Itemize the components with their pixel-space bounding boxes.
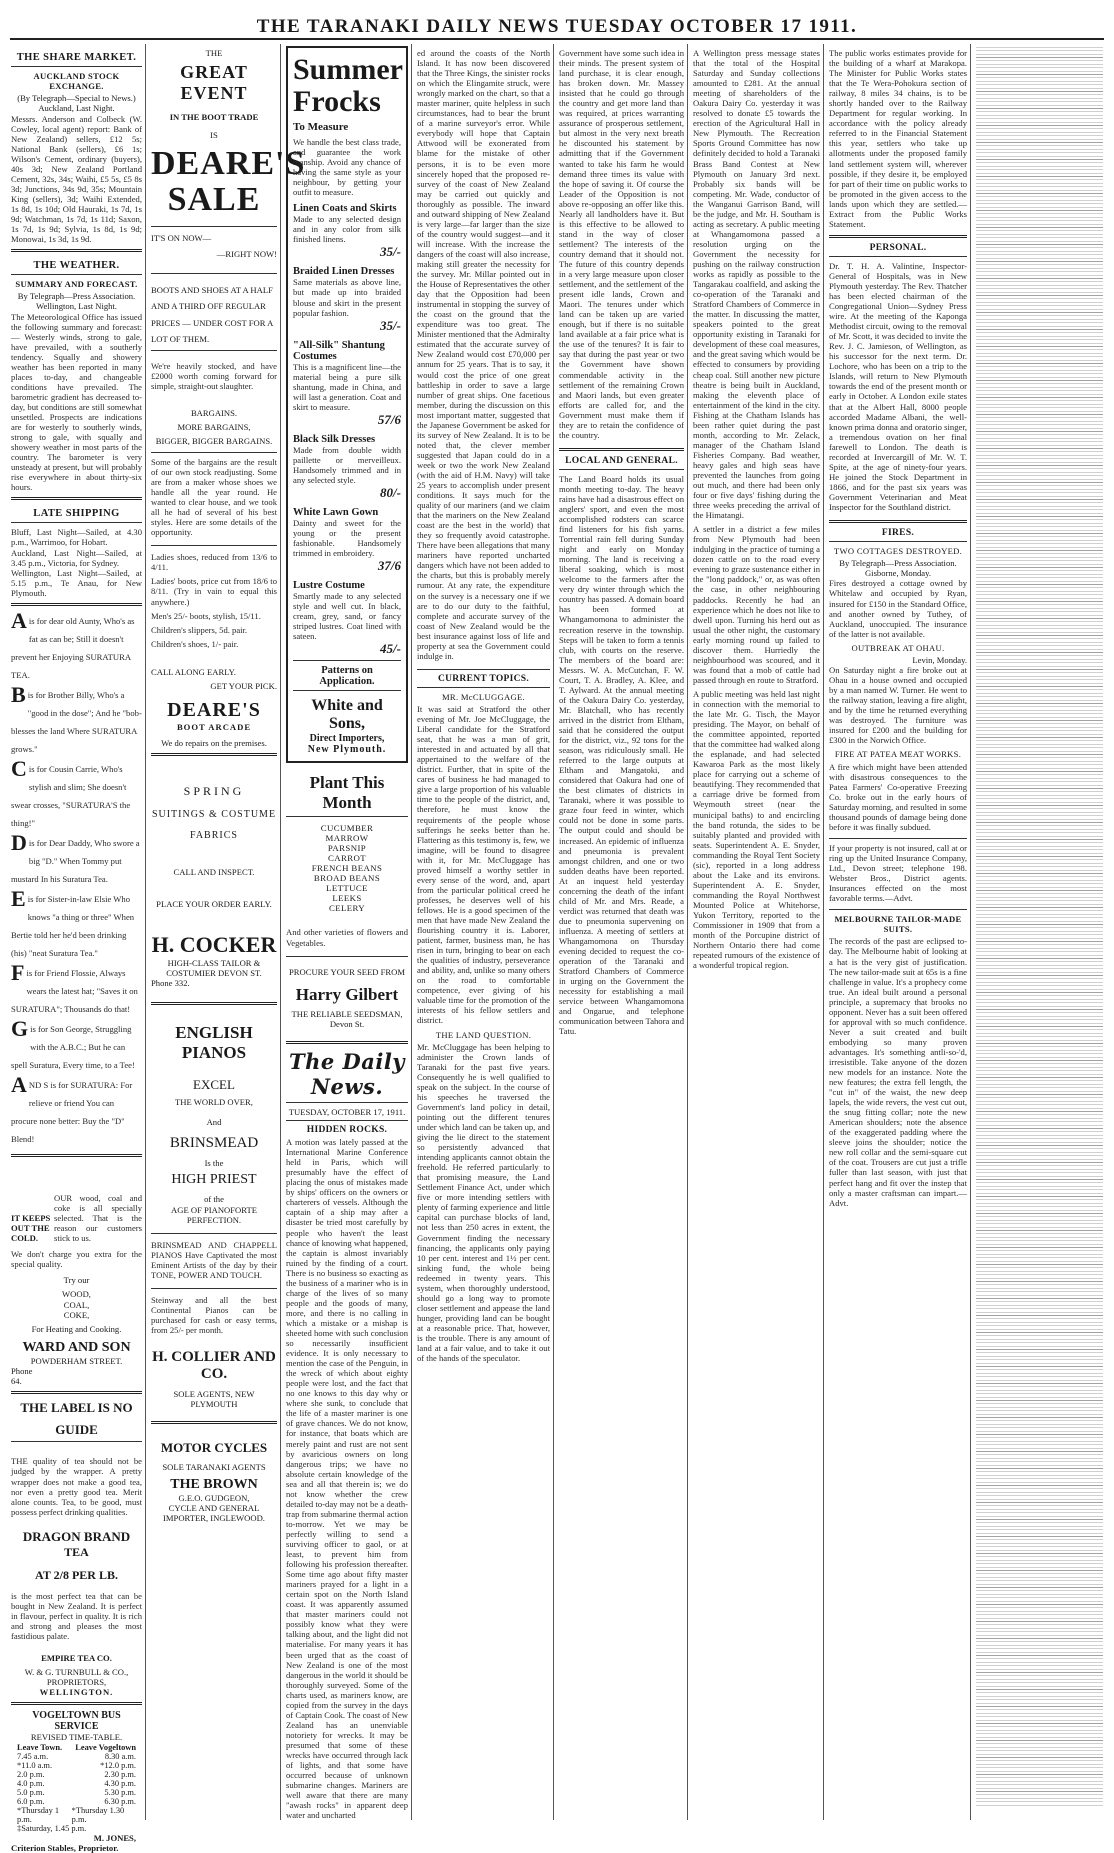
- plant-item: CUCUMBER: [320, 823, 374, 834]
- alphabet-item: [11, 681, 142, 757]
- timetable-row: [11, 1779, 142, 1788]
- tea-city: WELLINGTON.: [39, 1687, 114, 1698]
- ward-item: COKE,: [63, 1309, 90, 1320]
- procure: PROCURE YOUR SEED FROM: [289, 966, 405, 977]
- tea-head1: THE LABEL IS NO: [20, 1400, 133, 1416]
- suitings: SUITINGS & COSTUME: [151, 809, 277, 821]
- daily-news-title: The Daily News.: [288, 1048, 406, 1099]
- plant-item: BROAD BEANS: [313, 873, 381, 884]
- gilbert-title: Harry Gilbert: [295, 984, 399, 1004]
- newspaper-title: THE TARANAKI DAILY NEWS TUESDAY OCTOBER 17 1911.: [256, 16, 858, 37]
- timetable-cell: 6.0 p.m.: [17, 1796, 45, 1806]
- deares-title: DEARE'S: [151, 145, 306, 183]
- share-market-heading: THE SHARE MARKET.: [16, 52, 137, 63]
- product-name: Braided Linen Dresses: [293, 266, 395, 278]
- topics-sub: MR. McCLUGGAGE.: [441, 691, 526, 702]
- world-over: THE WORLD OVER,: [175, 1096, 253, 1107]
- cocker-phone: Phone 332.: [151, 977, 190, 988]
- divider: [151, 1002, 277, 1005]
- timetable-cell: *Thursday 1 p.m.: [17, 1805, 60, 1824]
- product-item: [293, 203, 401, 260]
- divider: [417, 687, 550, 688]
- timetable-cell: 4.30 p.m.: [104, 1778, 136, 1788]
- timetable-cell: 2.30 p.m.: [104, 1769, 136, 1779]
- divider: [151, 452, 277, 453]
- land-continued: Government have some such idea in their minds. The present system of land purchase, it is clear enough, has broken down. Mr. Massey insisted that he could go through the country and get more land than was required, at prices warranting assurance of prosperous settlement, but almost in the very next breath he discounted his statement by admitting that if the Government wanted to take his farm he would demand three times its value with the hope of saving it. Of course the Leader of the Opposition is not above re-opposing an offer like this. Nearly all landholders have it. But is this effective to be allowed to stand in the way of closer settlement? The interests of the country demand that it should not. The future of this country depends in a very large measure upon closer settlement, and the settlement of the present idle lands, Crown and Maori. The tenures under which land can be taken up are varied enough, but if there is no suitable land available at a fair price what is the use of the tenures? It is fair to say that during the past year or two the Government have shown commendable activity in the settlement of the remaining Crown and Maori lands, but even greater efforts are called for, and the Government must make them if they are to retain the confidence of the country.: [559, 48, 684, 440]
- column-8: [973, 44, 1106, 1820]
- divider: [151, 273, 277, 274]
- divider: [151, 1233, 277, 1234]
- product-item: [293, 580, 401, 657]
- column-2: [148, 44, 306, 1820]
- share-market-text: Messrs. Anderson and Colbeck (W. Cowley, local agent) report: Bank of New Zealand) sellers, £12 5s; National Bank (sellers), £6 1s; Wilson's Cement, ordinary (buyers), 40s 3d; New Zealand Portland Cement, 32s, 34s; Waihi, £5 5s, £5 8s 3d; Junctions, 34s 9d, 35s; Mountain King (sellers), 3d; Waihi Extended, 1s 8d, 1s 10d; Old Hauraki, 1s 7d, 1s 9d; Watchman, 1s 7d, 1s 11d; Saxon, 1s 7d, 1s 9d; Sylvia, 1s 8d, 1s 9d; Monowai, 1s 3d, 1s 9d.: [11, 113, 142, 245]
- alphabet-item: [11, 959, 142, 1017]
- repairs: We do repairs on the premises.: [161, 738, 267, 749]
- summer-title: Summer: [293, 53, 403, 86]
- column-1: [8, 44, 145, 1853]
- get-pick: GET YOUR PICK.: [210, 680, 277, 691]
- divider: [11, 1391, 142, 1394]
- divider: [829, 541, 967, 542]
- land-text: Mr. McCluggage has been helping to administer the Crown lands of Taranaki for the past five years. Consequently he is well qualified to speak on the subject. In the course of his speeches he traversed the Government's land policy in detail, pointing out the different tenures under which land can be taken up, and giving the lie direct to the statement so persistently advanced that intending applicants cannot obtain the freehold. He referred particularly to that promising measure, the Land Settlement Finance Act, under which five or more intending settlers with plenty of farming experience and little capital can purchase blocks of land, not less than 250 acres in extent, the Government finding the necessary financing, the applicants only paying 10 per cent. interest and 1½ per cent. sinking fund, the whole being redeemed in twenty years. This system, when thoroughly understood, should go a long way to promote closer settlement and appease the land hunger, providing land can be bought at a reasonable price. That, however, is the trouble. There is any amount of land at a fair value, and to take it out of the hands of the speculator.: [417, 1041, 550, 1364]
- column-rule: [280, 44, 281, 1820]
- bargains: BARGAINS.: [190, 407, 238, 418]
- divider: [286, 816, 408, 817]
- age: AGE OF PIANOFORTE PERFECTION.: [171, 1204, 257, 1225]
- tea-co: EMPIRE TEA CO.: [41, 1652, 112, 1663]
- drop-letter: C: [11, 755, 27, 781]
- pianos-title: ENGLISH PIANOS: [175, 1022, 253, 1062]
- local-general-heading: LOCAL AND GENERAL.: [565, 455, 678, 466]
- timetable-col-label: Leave Town.: [17, 1742, 63, 1752]
- call-early: CALL ALONG EARLY.: [151, 666, 236, 677]
- local-general-text: The Land Board holds its usual month meeting to-day. The heavy rains have had a disastrous effect on anglers' sport, and even the most accomplished rodsters can scarce find listeners for his fish yarns. Torrential rain fell during Sunday night and early on Monday morning. The land is receiving a liberal soaking, which is most welcome to the farmers after the very dry winter through which the country has passed. A domain board has been formed at Whangamomona to administer the recreation reserve in the township. Steps will be taken to form a tennis club, with courts on the reserve. The members of the board are: Messrs. W. A. McCutchan, F. W. Court, T. A. Bradley, A. Klee, and T. Aylward. At the annual meeting of the Oakura Dairy Co. yesterday, Mr. Blatchall, who has recently arrived in the district from Eltham, said that he considered the output for the district, viz., 92 tons for the season, was ridiculously small. He referred to the large outputs at Eltham and Mangatoki, and considered that Oakura had one of the best climates of districts in Taranaki, where it was possible to graze four feed in winter, which could not be done in some parts. The output could and should be increased. An epidemic of influenza and pneumonia is prevalent amongst children, and one or two sudden deaths have been reported. At an inquest held yesterday concerning the death of the infant child of Mr. and Mrs. Reade, a verdict was returned that death was due to pneumonia supervening on influenza. A meeting of settlers at Whangamomona on Thursday evening decided to request the co-operation of the Taranaki and Stratford Chambers of Commerce in urging on the Government the necessity for establishing a mail service between Whangamomona and Ongarue, and telephone communication between Tahora and Tatu.: [559, 473, 684, 1037]
- divider: [829, 235, 967, 238]
- spring: SPRING: [183, 784, 245, 799]
- plant-ad: [286, 773, 408, 1029]
- column-rule: [145, 44, 146, 1820]
- column-rule: [553, 44, 554, 1820]
- divider: [559, 448, 684, 451]
- product-price: 35/-: [380, 317, 401, 333]
- product-name: Linen Coats and Skirts: [293, 203, 397, 215]
- alphabet-item: [11, 1071, 142, 1147]
- local-continued-2: A settler in a district a few miles from New Plymouth had been indulging in the practice of turning a dozen cattle on to the road every evening to graze sustenance either in the "long paddock," or, as was often the case, in other neighbouring paddocks. Recently he had an experience which he does not like to dwell upon. Turning his herd out as usual the other night, the customary early morning round up failed to discover them. Hurriedly the neighbourhood was scoured, and it was found that a mob of cattle had passed through en route to Stratford.: [693, 524, 820, 685]
- timetable-row: [11, 1761, 142, 1770]
- timetable-cell: *12.0 p.m.: [100, 1760, 136, 1770]
- editorial-heading: HIDDEN ROCKS.: [306, 1125, 388, 1136]
- drop-letter: F: [11, 959, 25, 985]
- tea-brand2: TEA: [64, 1544, 89, 1559]
- steinway-text: Steinway and all the best Continental Pianos can be purchased for cash or easy terms, from 25/- per month.: [151, 1295, 277, 1336]
- personal-heading: PERSONAL.: [869, 242, 927, 253]
- shipping-row: Wellington, Last Night—Sailed, at 5.15 p.m., Te Anau, for New Plymouth.: [11, 567, 142, 598]
- tea-text: THE quality of tea should not be judged by the wrapper. A pretty wrapper does not make a good tea, nor even a pretty good tea. Merit alone counts. Tea, to be good, must possess perfect drinking qualities.: [11, 1456, 142, 1517]
- alphabet-item: [11, 1015, 142, 1073]
- drop-letter: A: [11, 607, 27, 633]
- deare-item: Ladies shoes, reduced from 13/6 to 4/11.: [151, 552, 277, 573]
- divider: [293, 660, 401, 661]
- timetable-cell: 5.0 p.m.: [17, 1787, 45, 1797]
- divider: [11, 66, 142, 67]
- white-sons: White and Sons,: [311, 697, 383, 733]
- fires-heading: FIRES.: [881, 528, 915, 539]
- local-continued: A Wellington press message states that the total of the Hospital Saturday and Sunday collections amounted to £281. At the annual meeting of shareholders of the Oakura Dairy Co. yesterday it was resolved to donate £5 towards the erection of the Agricultural Hall in New Plymouth. The Recreation Sports Ground Committee has now definitely decided to hold a Taranaki Brass Band Contest at New Plymouth on January 3rd next. Probably six bands will be competing. Mr. Wade, conductor of the Wanganui Garrison Band, will be the judge, and Mr. H. Southam is acting as secretary. A public meeting at Whangamomona passed a resolution urging on the Government the necessity for pushing on the railway construction works as rapidly as possible to the Tangarakau coalfield, and asking the co-operation of the Taranaki and Stratford Chambers of Commerce in the matter. In discussing the matter, speakers pointed to the great opportunity existing in Taranaki for development of these coal measures, and the great saving which would be effected to consumers by providing cheap coal. Still another new picture theatre is being built in Auckland, making the eleventh place of entertainment of the kind in the city. Fishing at the Chatham Islands has been rather quiet during the past month, according to Mr. Zelack, manager of the Chatham Island Fisheries Company. Bad weather, heavy gales and high seas have prevented the launches from going out much, and there had been only four or five days' fishing during the three weeks preceding the arrival of the Himatangi.: [693, 48, 820, 521]
- masthead: [0, 0, 1114, 42]
- alphabet-item: [11, 755, 142, 831]
- works-text: The public works estimates provide for the building of a wharf at Marakopa. The Minister for Public Works states that the Te Wera-Pohokura section of railway, 8 miles 34 chains, is to be shortly handed over to the Railway Department for regular working. In accordance with the policy already referred to in the Financial Statement this year, settlers who take up allotments under the proposed family land settlement system will, wherever possible, if they desire it, be employed for part of their time on public works to be promoted in the given access to the lands upon which they are settled.—Extract from the Public Works Statement.: [829, 48, 967, 229]
- on-now: IT'S ON NOW—: [151, 232, 212, 243]
- patterns: Patterns on Application.: [319, 665, 375, 688]
- high-priest: HIGH PRIEST: [171, 1172, 257, 1188]
- plant-list: [286, 823, 408, 913]
- editorial-text: A motion was lately passed at the International Marine Conference held in Paris, which will presumably have the effect of placing the onus of mistakes made by ships' officers on the owners or charterers of vessels. Although the captain of a ship may after a disaster be tried most carefully by people who haven't the least chance of knowing what happened, the captain is almost invariably ruined by the finding of a court. There is no business so exacting as the business of a mariner who is in charge of the lives of so many people and the goods of many, more, and there is no calling in which a mistake or a mishap is sheeted home with such conclusion so necessarily insufficient evidence. It is only necessary to mention the case of the Penguin, in the wreck of which about eighty people were lost, and the fact that no one knows to this day why or where she sunk, to conclude that the life of a master mariner is one of grave chances. We do not know, for instance, that boats which are merely paint and rust are not sent by avaricious owners on long dangerous trips; we have no absolute certain knowledge of the sea and all that therein is; we do not know whether the crew detailed to-day may not be a death-trap from submarine thermal action to-morrow. Yet we may be perfectly willing to send a surviving officer to gaol, or at least, to prevent him from following his profession thereafter. Some time ago about fifty master mariners prayed for a light in a certain spot on the North Island coast. It was apparently assumed that master mariners could not possibly know what they were talking about, and the light did not materialise. For many years it has been urged that as the coast of New Zealand is one of the most dangerous in the world it should be thoroughly surveyed. Some of the charts used, as mariners know, are copied from the survey in the days of Captain Cook. The coast of New Zealand has an unenviable notoriety for wrecks. It may be presumed that some of these wrecks have occurred through lack of lights, and that some have occurred because of unknown submarine changes. Mariners are well aware that there are many "awash rocks" in apparent deep water and uncharted: [286, 1137, 408, 1821]
- summer-frocks-ad: [286, 46, 408, 763]
- suits-text: The records of the past are eclipsed to-day. The Melbourne habit of looking at a hat is the very gist of justification. The new tailor-made suit at 65s is a fine challenge in value. It's a prophecy come true. An ideal built around a personal principle, a supremacy that brooks no opponent. Never has a suit been offered for approval with so much confidence. Never a suit created and built embodying so many proven advantages. It's something antli-so-'d, irresistible. Take anyone of the dozen new models for an instance. Note the new features; the extra fell length, the "cut in" of the waist, the new deep lapels, the wide revers, the vest cut out, the snug fitting collar; note the new American shoulders; note the absence of the exaggerated padding where the sleeve joins the shoulder; notice the new roll collar and the semi-square cut of the coat. Trousers are cut just a trifle fuller than last season, with just that perfect hang and fit over the instep that only a master craftsman can impart.—Advt.: [829, 936, 967, 1208]
- suits-heading: MELBOURNE TAILOR-MADE SUITS.: [834, 914, 962, 935]
- divider: [286, 956, 408, 957]
- shipping-row: Bluff, Last Night—Sailed, at 4.30 p.m., Warrimoo, for Hobart.: [11, 527, 142, 548]
- divider: [286, 1041, 408, 1044]
- collier-title: H. COLLIER AND CO.: [152, 1349, 276, 1383]
- product-desc: Smartly made to any selected style and well cut. In black, cream, grey, sand, or fancy striped lustres. Coat lined with sateen.: [293, 591, 401, 642]
- divider: [11, 1154, 142, 1157]
- plant-note: And other varieties of flowers and Vegetables.: [286, 927, 408, 948]
- column-7: [826, 44, 970, 1820]
- divider: [417, 669, 550, 670]
- deares-title-2: DEARE'S: [167, 698, 261, 721]
- to-measure: To Measure: [293, 121, 349, 133]
- importers: Direct Importers,: [309, 733, 385, 745]
- deare-item: Men's 25/- boots, stylish, 15/11.: [151, 610, 261, 621]
- timetable-cell: 2.0 p.m.: [17, 1769, 45, 1779]
- bus-stable: Criterion Stables, Proprietor.: [11, 1842, 119, 1853]
- product-price: 57/6: [377, 411, 401, 427]
- seedsman: THE RELIABLE SEEDSMAN, Devon St.: [291, 1008, 403, 1029]
- column-rule: [411, 44, 412, 1820]
- drop-letter: E: [11, 885, 26, 911]
- column-rule: [823, 44, 824, 1820]
- ward-try: Try our: [63, 1275, 90, 1286]
- boots-offer: BOOTS AND SHOES AT A HALF AND A THIRD OFF REGULAR PRICES — UNDER COST FOR A LOT OF THEM.: [151, 285, 273, 345]
- product-item: [293, 507, 401, 574]
- patea-heading: FIRE AT PATEA MEAT WORKS.: [834, 749, 962, 760]
- divider: [11, 1441, 142, 1442]
- deare-text1: We're heavily stocked, and have £2000 worth coming forward for simple, straight-out slaughter.: [151, 361, 277, 392]
- timetable-cell: 6.30 p.m.: [104, 1796, 136, 1806]
- product-price: 37/6: [377, 558, 401, 574]
- tea-text2: is the most perfect tea that can be bought in New Zealand. It is perfect in flavour, perfect in quality. It is rich and strong and pleases the most fastidious palate.: [11, 1590, 142, 1641]
- excel: EXCEL: [193, 1076, 235, 1092]
- divider: [151, 226, 277, 227]
- gudgeon: G.E.O. GUDGEON,: [178, 1492, 250, 1503]
- masthead-rule: [10, 38, 1104, 40]
- drop-letter: A: [11, 1071, 27, 1097]
- ward-item: COAL,: [63, 1299, 90, 1310]
- plant-title: Plant This Month: [309, 773, 385, 813]
- timetable-cell: 4.0 p.m.: [17, 1778, 45, 1788]
- alphabet-item: [11, 885, 142, 961]
- ward-and-son-ad: [11, 1193, 142, 1387]
- alphabet-text: is for Brother Billy, Who's a "good in the dose"; And he "bob-blesses the land Where SURATURA grows.": [11, 689, 142, 754]
- timetable-cell: 5.30 p.m.: [104, 1787, 136, 1797]
- shipping-row: Auckland, Last Night—Sailed, at 3.45 p.m., Victoria, for Sydney.: [11, 547, 142, 568]
- divider: [829, 838, 967, 839]
- ohau-heading: OUTBREAK AT OHAU.: [851, 642, 945, 653]
- bus-head: VOGELTOWN BUS SERVICE: [32, 1710, 121, 1733]
- patea-text: A fire which might have been attended with disastrous consequences to the Patea Farmers' Co-operative Freezing Co. broke out in the early hours of Saturday morning, and resulted in some thousand pounds of damage being done before it was finally subdued.: [829, 761, 967, 832]
- timetable-row: [11, 1770, 142, 1779]
- timetable-cell: 8.30 a.m.: [104, 1751, 136, 1761]
- plant-item: MARROW: [325, 833, 369, 844]
- fires-byline: By Telegraph—Press Association. Gisborne, Monday.: [839, 558, 957, 579]
- weather-heading: THE WEATHER.: [33, 260, 120, 272]
- deare-is: IS: [210, 130, 218, 141]
- plant-item: LETTUCE: [326, 883, 368, 894]
- product-item: [293, 340, 401, 428]
- divider: [151, 753, 277, 756]
- product-price: 35/-: [380, 244, 401, 260]
- alphabet-item: [11, 829, 142, 887]
- bus-prop: M. JONES,: [93, 1832, 136, 1843]
- product-desc: Same materials as above line, but made up into braided blouse and skirt in the present popular fashion.: [293, 277, 401, 318]
- plant-item: FRENCH BEANS: [311, 863, 383, 874]
- product-name: White Lawn Gown: [293, 507, 379, 519]
- drop-letter: D: [11, 829, 27, 855]
- timetable-cell: *Thursday 1.30 p.m.: [71, 1805, 125, 1824]
- column-6: [690, 44, 823, 1820]
- plant-item: PARSNIP: [327, 843, 367, 854]
- ward-name: WARD AND SON: [22, 1339, 131, 1355]
- ward-phone: Phone 64.: [11, 1366, 33, 1387]
- divider: [11, 1702, 142, 1705]
- call-inspect: CALL AND INSPECT.: [173, 867, 255, 878]
- column-5: [556, 44, 687, 1820]
- in-boot-trade: IN THE BOOT TRADE: [169, 112, 259, 123]
- product-desc: Dainty and sweet for the young or the present fashionable. Handsomely trimmed in embroidery.: [293, 518, 401, 559]
- brinsmead-text: BRINSMEAD AND CHAPPELL PIANOS Have Captivated the most Eminent Artists of the day by their TONE, POWER AND TOUCH.: [151, 1239, 277, 1280]
- product-price: 80/-: [380, 485, 401, 501]
- motor-sub: SOLE TARANAKI AGENTS: [162, 1462, 266, 1473]
- timetable-header: [11, 1743, 142, 1752]
- plant-item: CARROT: [327, 853, 367, 864]
- ohau-byline: Levin, Monday.: [912, 654, 967, 665]
- alphabet-text: is for Sister-in-law Elsie Who knows "a thing or three" When Bertie told her he'd been drinking (his) "neat Suratura Tea.": [11, 893, 135, 958]
- column-3: [283, 44, 411, 1820]
- divider: [286, 1120, 408, 1121]
- topics-text: It was said at Stratford the other evening of Mr. Joe McCluggage, the Liberal candidate for the Stratford seat, that he was a man of grit, interested in and actuated by all that appertained to the welfare of the district. Further, that in spite of the cares of business he had managed to give a large proportion of his valuable time to the people of the district, and, therefore, he must know the requirements of the people whose sufferings he seeks better than he. Flattering as this testimony is, few, we imagine, will be found to disagree with it, for Mr. McCluggage has proved himself a worthy settler in every sense of the word, and, apart from the particular political creed he professes, he deserves well of his fellows. He is a good specimen of the men that have made New Zealand the flourishing country it is. Laborer, patient, farmer, business man, he has risen in turn, bringing to bear on each the qualities of industry, perseverance and ability, and, unlike so many others on the road to comfortable competence, ever giving of his valuable time for the promotion of the interests of his fellow settlers and district.: [417, 704, 550, 1026]
- suratura-alphabet-ad: [11, 607, 142, 1149]
- ohau-text: On Saturday night a fire broke out at Ohau in a house owned and occupied by a man named W. Turner. He went to the railway station, leaving a fire alight, and by the time he returned everything was destroyed. The furniture was insured for £200 and the building for £300 in the Norwich Office.: [829, 665, 967, 746]
- timetable-cell: ‡Saturday, 1.45 p.m.: [17, 1823, 87, 1833]
- cycle-importer: CYCLE AND GENERAL IMPORTER, INGLEWOOD.: [163, 1502, 265, 1523]
- divider: [829, 909, 967, 910]
- timetable-cell: 7.45 a.m.: [17, 1751, 49, 1761]
- alphabet-text: is for Friend Flossie, Always wears the latest hat; "Saves it on SURATURA"; Thousands do that!: [11, 967, 138, 1014]
- cocker-title: H. COCKER: [151, 931, 277, 957]
- is-the: Is the: [204, 1158, 224, 1169]
- divider: [151, 1421, 277, 1424]
- more-bargains: MORE BARGAINS,: [177, 421, 251, 432]
- divider: [11, 522, 142, 523]
- alphabet-text: is for Son George, Struggling with the A.B.C.; But he can spell Suratura, Every time, to a Tee!: [11, 1023, 135, 1070]
- deare-item: Ladies' boots, price cut from 18/6 to 8/11. (Try in vain to equal this anywhere.): [151, 576, 277, 607]
- product-price: 45/-: [380, 641, 401, 657]
- and: And: [206, 1117, 222, 1128]
- ward-text: OUR wood, coal and coke is all specially selected. That is the reason our customers stick to us.: [54, 1192, 142, 1243]
- ward-street: POWDERHAM STREET.: [30, 1355, 123, 1366]
- product-name: "All-Silk" Shantung Costumes: [293, 339, 385, 362]
- weather-sub: SUMMARY AND FORECAST.: [15, 279, 138, 290]
- motor-cycles: MOTOR CYCLES: [160, 1440, 268, 1456]
- boot-arcade: BOOT ARCADE: [176, 721, 252, 732]
- timetable-row: [11, 1806, 142, 1824]
- clipped-column-text: [976, 47, 1103, 1807]
- weather-byline: By Telegraph—Press Association. Wellington, Last Night.: [17, 291, 136, 312]
- product-desc: Made from double width paillette or merveilleux. Handsomely trimmed and in any selected style.: [293, 444, 401, 485]
- deare-item: Children's slippers, 5d. pair.: [151, 624, 248, 635]
- edition-date: TUESDAY, OCTOBER 17, 1911.: [288, 1106, 406, 1117]
- alphabet-text: is for Cousin Carrie, Who's stylish and slim; She doesn't swear crosses, "SURATURA'S the thing!": [11, 763, 131, 828]
- timetable-row: [11, 1797, 142, 1806]
- fabrics: FABRICS: [190, 830, 238, 842]
- column-4: [414, 44, 553, 1820]
- divider: [829, 520, 967, 523]
- ward-text2: We don't charge you extra for the special quality.: [11, 1249, 142, 1270]
- alphabet-text: ND S is for SURATURA: For relieve or friend You can procure none better: Buy the "D" Blend!: [11, 1079, 133, 1144]
- dragon-tea-ad: [11, 1400, 142, 1697]
- shipping-heading: LATE SHIPPING: [33, 508, 120, 520]
- collier-sub: SOLE AGENTS, NEW PLYMOUTH: [173, 1389, 255, 1410]
- divider: [151, 1288, 277, 1289]
- product-name: Black Silk Dresses: [293, 433, 376, 445]
- land-heading: THE LAND QUESTION.: [435, 1029, 532, 1040]
- divider: [559, 469, 684, 470]
- ward-item: WOOD,: [62, 1289, 91, 1300]
- deare-item: Children's shoes, 1/- pair.: [151, 638, 239, 649]
- current-topics-heading: CURRENT TOPICS.: [437, 673, 530, 684]
- bigger-bargains: BIGGER, BIGGER BARGAINS.: [155, 435, 273, 446]
- bus-timetable-ad: [11, 1710, 142, 1852]
- alphabet-text: is for dear old Aunty, Who's as fat as can be; Still it doesn't prevent her Enjoying SURATURA TEA.: [11, 615, 135, 680]
- frocks-intro: We handle the best class trade, and guarantee the work manship. Avoid any chance of having the same style as your neighbour, by getting your outfit to measure.: [293, 137, 401, 198]
- divider: [11, 274, 142, 275]
- divider: [151, 545, 277, 546]
- column-rule: [970, 44, 971, 1820]
- product-desc: This is a magnificent line—the material being a pure silk shantung, made in China, and will last a generation. Coat and skirt to measure.: [293, 361, 401, 412]
- plant-item: CELERY: [328, 903, 366, 914]
- of-the: of the: [204, 1194, 224, 1205]
- divider: [151, 350, 277, 351]
- tea-head2: GUIDE: [55, 1422, 98, 1438]
- new-plymouth: New Plymouth.: [307, 744, 387, 756]
- personal-text: Dr. T. H. A. Valintine, Inspector-General of Hospitals, was in New Plymouth yesterday. The Rev. Thatcher has been elected chairman of the Congregational Union—Sydney Press wire. At the meeting of the Kaponga Methodist circuit, owing to the removal of Mr. Scott, it was decided to invite the Rev. J. C. Jamieson, of Wellington, as his successor for the next term. Dr. Lochore, who has been on a trip to the Islands, will return to New Plymouth towards the end of the present month or early in October. A London exile states that at the Albert Hall, 8000 people accorded Madame Albani, the well-known prima donna and oratorio singer, a tremendous ovation on her final farewell to London. The death is recorded at Invercargill of Mr. W. T. Spite, at the age of ninety-four years. He joined the Stock Department in 1866, and for the past six years was Government Veterinarian and Meat Inspector for the Southland district.: [829, 260, 967, 512]
- tea-price: AT 2/8 PER LB.: [35, 1567, 118, 1582]
- drop-letter: G: [11, 1015, 29, 1041]
- deare-the: THE: [205, 48, 223, 58]
- timetable-cell: *11.0 a.m.: [17, 1760, 53, 1770]
- great-event: GREAT EVENT: [180, 62, 248, 104]
- deare-text2: Some of the bargains are the result of our own stock readjusting. Some are from a maker whose shoes we handle all the year round. He wanted to clear house, and we took all he had of several of his best styles. Here are some details of the opportunity.: [151, 456, 277, 538]
- brinsmead: BRINSMEAD: [169, 1135, 259, 1152]
- divider: [286, 1102, 408, 1103]
- tea-prop: PROPRIETORS,: [46, 1677, 107, 1688]
- fires-sub: TWO COTTAGES DESTROYED.: [833, 546, 963, 557]
- timetable-row: [11, 1752, 142, 1761]
- divider: [829, 256, 967, 257]
- alphabet-text: is for Dear Daddy, Who swore a big "D." When Tommy put mustard In his Suratura Tea.: [11, 837, 140, 884]
- share-market-byline: (By Telegraph—Special to News.) Auckland, Last Night.: [17, 93, 136, 114]
- product-item: [293, 434, 401, 501]
- product-desc: Made to any selected design and in any color from silk finished linens.: [293, 214, 401, 245]
- drop-letter: B: [11, 681, 26, 707]
- product-item: [293, 266, 401, 333]
- ward-side-label: IT KEEPS OUT THE COLD.: [11, 1212, 51, 1244]
- share-market-sub: AUCKLAND STOCK EXCHANGE.: [33, 71, 120, 92]
- divider: [11, 603, 142, 606]
- weather-text: The Meteorological Office has issued the following summary and forecast: — Westerly winds, strong to gale, have prevailed, with a southerly tendency. Squally and showery weather has been reported in many places to-day, and changeable conditions have prevailed. The barometric gradient has decreased to-day, but conditions are still somewhat unsettled. Prospects are indications are for westerly to southerly winds, strong to gale, with squally and showery weather in most parts of the country. The barometer is very unsteady at present, but will probably rise everywhere in about thirty-six hours.: [11, 311, 142, 493]
- right-now: —RIGHT NOW!: [216, 248, 277, 259]
- column-rule: [687, 44, 688, 1820]
- cocker-sub: HIGH-CLASS TAILOR & COSTUMIER DEVON ST.: [166, 957, 262, 978]
- alphabet-item: [11, 607, 142, 683]
- timetable-col-label: Leave Vogeltown: [75, 1742, 136, 1752]
- plant-item: LEEKS: [332, 893, 362, 904]
- local-continued-3: A public meeting was held last night in connection with the memorial to the late Mr. G. Tisch, the Mayor presiding. The Mayor, on behalf of the committee appointed, reported that the committee had walked along the esplanade, and had selected Kawaroa Park as the most likely place for carrying out a scheme of beautifying. They recommended that a carriage drive be formed from Weymouth street (near the municipal baths) to and encircling the band rotunda, the sides to be suitably planted and provided with seats. Superintendent A. E. Snyder, commanding the Royal Tent Society (sic), reported in a long address about the Lake and its environs. Superintendent A. E. Snyder, commanding the Royal Northwest Mounted Police at Whitehorse, Yukon Territory, reported to the Commissioner in 1909 that from a month of the Porcupine district of Northern Ontario there had come repeated rumours of the existence of a wonderful tropical region.: [693, 688, 820, 971]
- tea-agents: W. & G. TURNBULL & CO.,: [24, 1667, 129, 1678]
- timetable-row: [11, 1824, 142, 1833]
- divider: [11, 497, 142, 500]
- divider: [11, 249, 142, 252]
- frocks-title: Frocks: [293, 84, 381, 118]
- insurance-advt: If your property is not insured, call at or ring up the United Insurance Company, Ltd., Devon street; telephone 198. Webster Bros., District agents. Insurances effected on the most favorable terms.—Advt.: [829, 842, 967, 904]
- the-brown: THE BROWN: [170, 1476, 258, 1492]
- editorial-continued: ed around the coasts of the North Island. It has now been discovered that the Three Kings, the sinister rocks on which the Elingamite struck, were wrongly marked on the chart, so that a master mariner, quite helpless in such circumstances, had to bear the brunt of a marine surveyor's error. While everybody will hope that Captain Attwood will be exonerated from blame for the mistake of other persons, it is to be even more sincerely hoped that the proposed re-survey of the coast of New Zealand may be carried out quickly and thoroughly as possible. The inward and outward shipping of New Zealand is very large—far larger than the size of the country would suggest—and it will increase. With the increase the dangers of the coast will also increase, making still greater the necessity for the survey. Mr. Millar pointed out in the House of Representatives the other day that the Opposition had been instrumental in stopping the survey of the coast on the ground that the expenditure was too great. The Minister mentioned that the Admiralty estimated that the accurate survey of New Zealand would cost £70,000 per annum for 25 years. That is to say, it would cost the price of one great battleship in order to save a large number of great ships. One facetious member, during the discussion on this most important matter, suggested that the Japanese Government be asked for its survey of New Zealand. It is to be noted that, the clever member suggested that Japan could do in a week or two the work New Zealand (with the aid of H.M. Navy) will take 25 years to accomplish under present conditions. It says much for the quality of our mariners (and we claim that the mariners on the New Zealand coast are the best in the world) that they so frequently avoid catastrophe. There have been allegations that many mariners have reported uncharted dangers which have not been added to the charts, but this is probably merely rumour. At any rate, the expenditure on the survey is a necessary one if we are to do our duty to the faithful, complete and accurate survey of the coast of New Zealand would be the best insurance against loss of life and property at sea the Government could indulge in.: [417, 48, 550, 661]
- place-order: PLACE YOUR ORDER EARLY.: [156, 899, 272, 910]
- product-name: Lustre Costume: [293, 580, 365, 592]
- bus-sub: REVISED TIME-TABLE.: [30, 1732, 123, 1743]
- divider: [293, 690, 401, 691]
- sale-title: SALE: [167, 181, 261, 219]
- timetable-row: [11, 1788, 142, 1797]
- fires-text: Fires destroyed a cottage owned by Whitelaw and occupied by Ryan, insured for £150 in the Standard Office, and another owned by Tuthey, of Auckland, unoccupied. The insurance of the latter is not available.: [829, 578, 967, 639]
- tea-brand: DRAGON BRAND: [22, 1528, 131, 1544]
- ward-for: For Heating and Cooking.: [31, 1323, 122, 1334]
